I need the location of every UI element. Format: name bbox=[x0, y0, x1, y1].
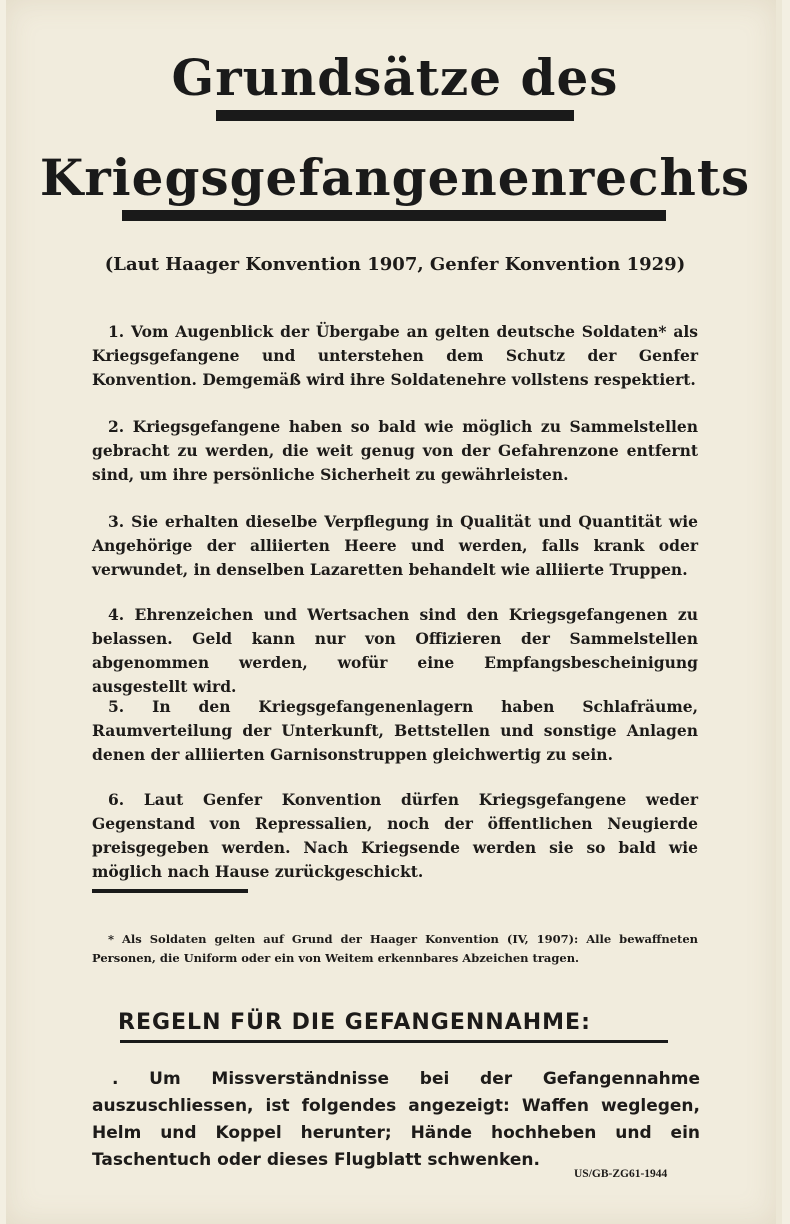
footnote-divider bbox=[92, 889, 248, 893]
subtitle: (Laut Haager Konvention 1907, Genfer Konvention 1929) bbox=[104, 254, 686, 275]
leaflet-code: US/GB-ZG61-1944 bbox=[574, 1168, 668, 1180]
paragraph-6: 6. Laut Genfer Konvention dürfen Kriegsgefangene weder Gegenstand von Repressalien, noch der öffentlichen Neugierde preisgegeben werden. Nach Kriegsende werden sie so bald wie möglich nach Hause zurückgeschickt. bbox=[92, 790, 698, 881]
paragraph-3: 3. Sie erhalten dieselbe Verpflegung in Qualität und Quantität wie Angehörige der alliierten Heere und werden, falls krank oder verwundet, in denselben Lazaretten behandelt wie alliierte Truppen. bbox=[92, 512, 698, 579]
heading-line-1: Grundsätze des bbox=[171, 48, 619, 107]
paragraph-4: 4. Ehrenzeichen und Wertsachen sind den Kriegsgefangenen zu belassen. Geld kann nur von Offizieren der Sammelstellen abgenommen werden, wofür eine Empfangsbescheinigung ausgestellt wird. bbox=[92, 605, 698, 696]
paragraph-2: 2. Kriegsgefangene haben so bald wie möglich zu Sammelstellen gebracht zu werden, die weit genug von der Gefahrenzone entfernt sind, um ihre persönliche Sicherheit zu gewährleisten. bbox=[92, 417, 698, 484]
heading-underline-2 bbox=[122, 210, 666, 221]
heading-line-2: Kriegsgefangenenrechts bbox=[39, 148, 751, 207]
rules-heading: REGELN FÜR DIE GEFANGENNAHME: bbox=[118, 1010, 591, 1035]
paragraph-5: 5. In den Kriegsgefangenenlagern haben Schlafräume, Raumverteilung der Unterkunft, Bettstellen und sonstige Anlagen denen der alliierten Garnisonstruppen gleichwertig zu sein. bbox=[92, 697, 698, 764]
rules-text: . Um Missverständnisse bei der Gefangennahme auszuschliessen, ist folgendes angezeigt: Waffen weglegen, Helm und Koppel herunter; Hände hochheben und ein Taschentuch oder dieses Flugblatt schwenken. bbox=[92, 1069, 700, 1170]
heading-underline-1 bbox=[216, 110, 574, 121]
rules-heading-underline bbox=[120, 1040, 668, 1043]
paragraph-1: 1. Vom Augenblick der Übergabe an gelten deutsche Soldaten* als Kriegsgefangene und unterstehen dem Schutz der Genfer Konvention. Demgemäß wird ihre Soldatenehre vollstens respektiert. bbox=[92, 322, 698, 389]
footnote: * Als Soldaten gelten auf Grund der Haager Konvention (IV, 1907): Alle bewaffneten Personen, die Uniform oder ein von Weitem erkennbares Abzeichen tragen. bbox=[92, 932, 698, 965]
